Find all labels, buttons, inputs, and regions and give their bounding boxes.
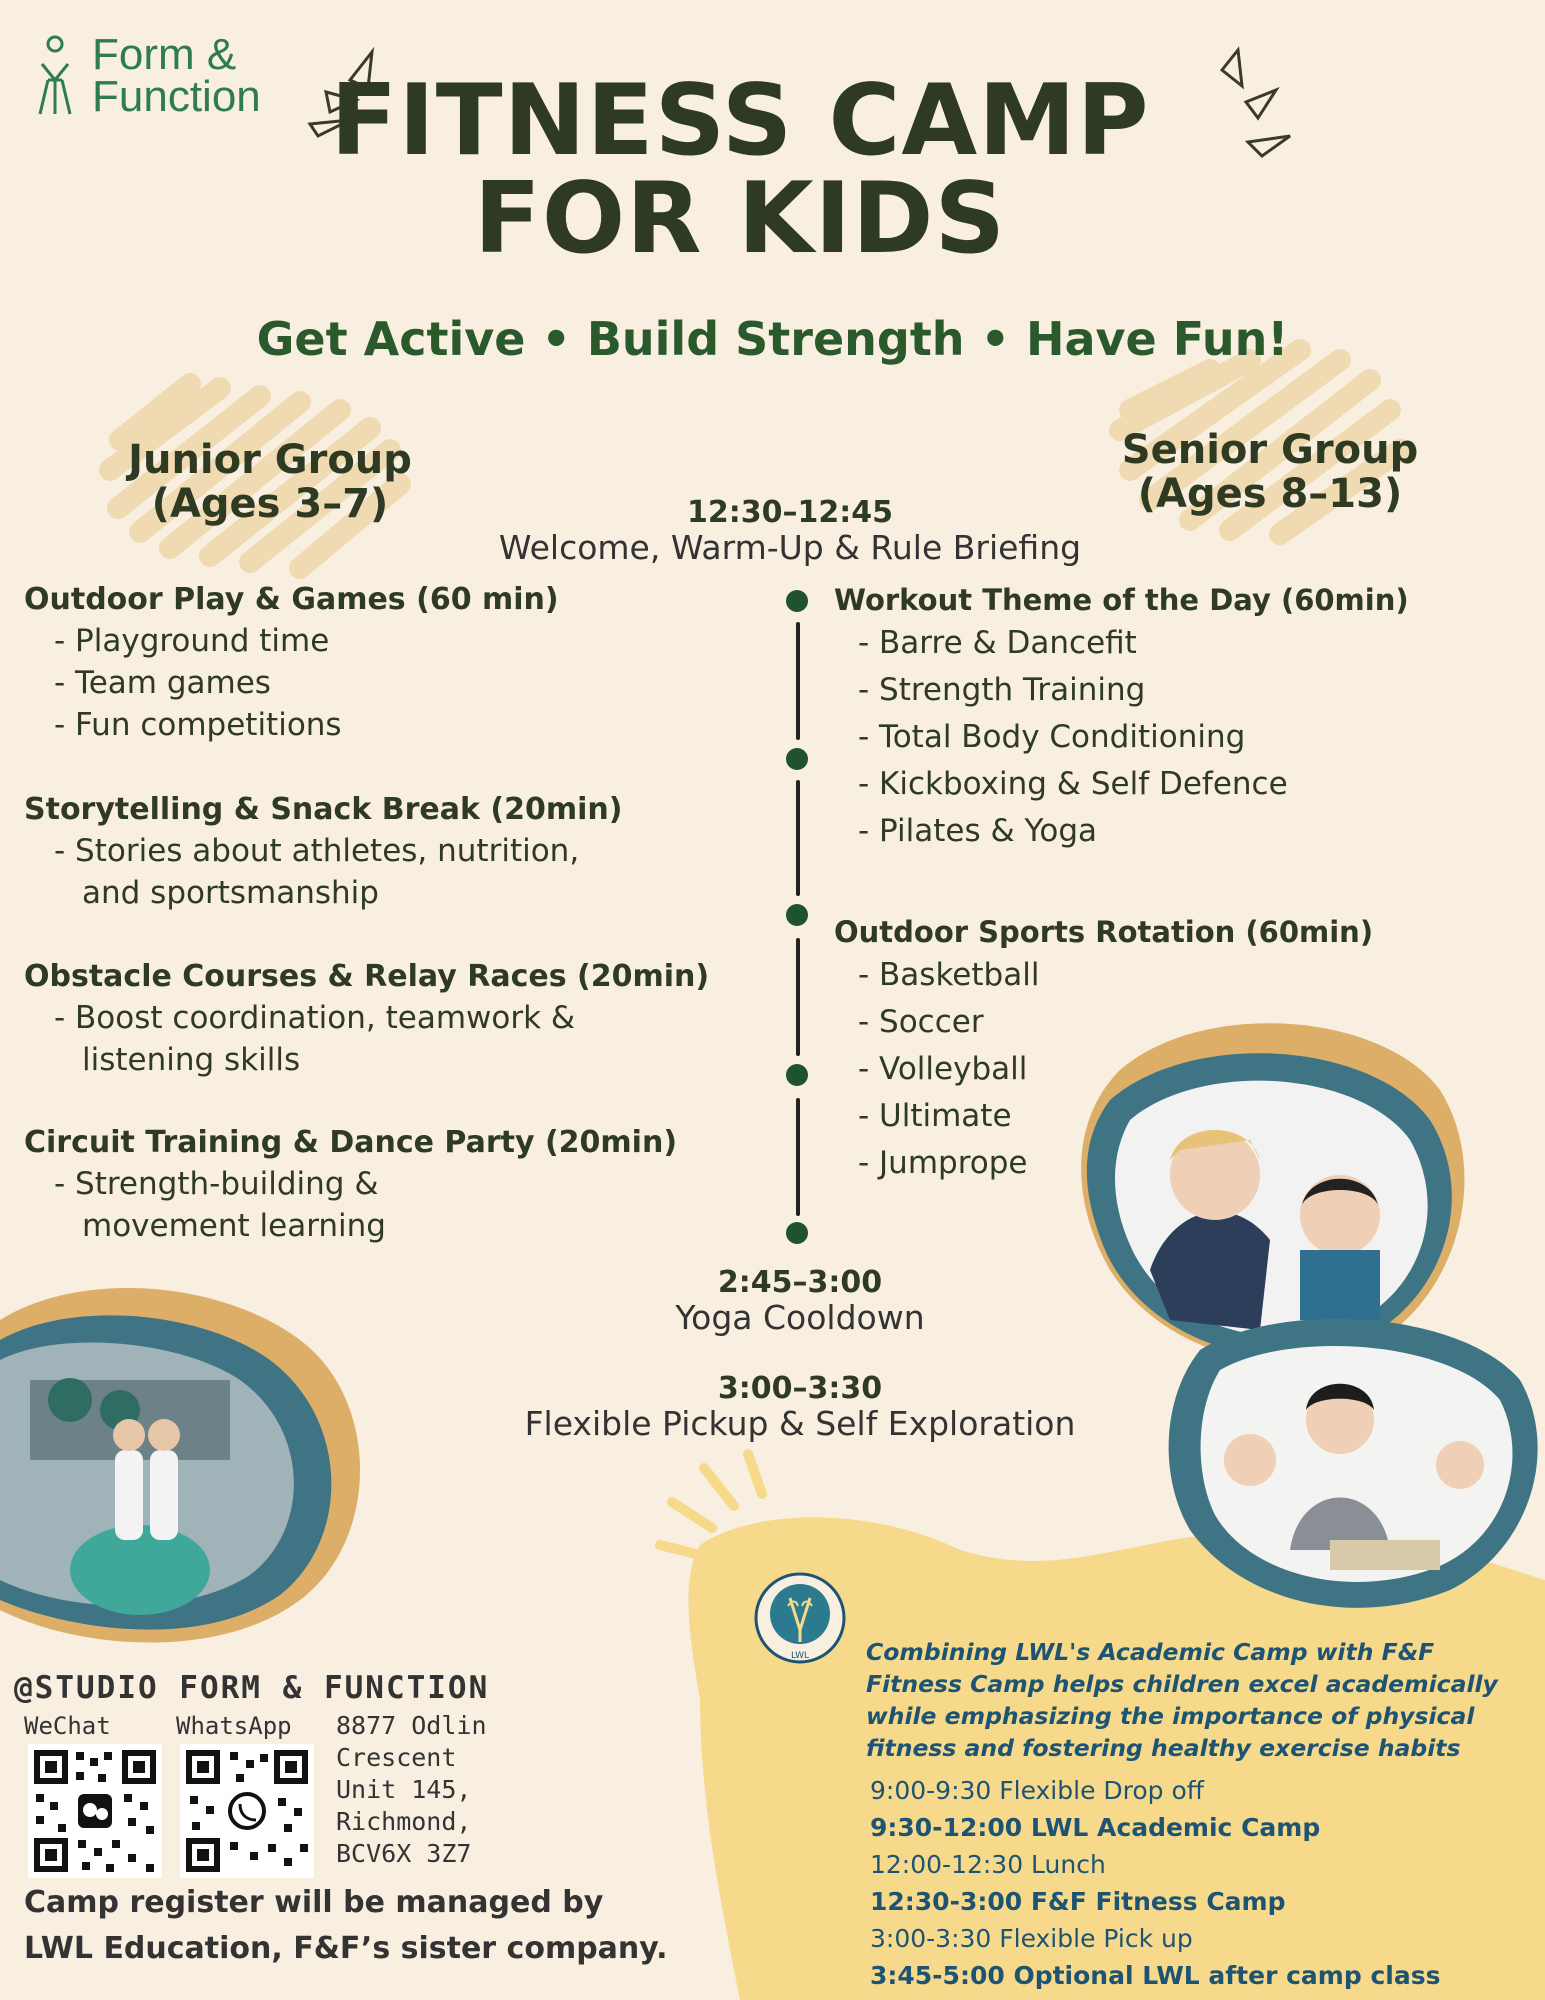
title-line2: FOR KIDS [473,162,1007,276]
junior-group-heading [110,438,430,526]
activity-title: Outdoor Play & Games (60 min) [24,582,559,617]
activity-title: Obstacle Courses & Relay Races (20min) [24,959,710,994]
lwl-logo-text: LWL [790,1651,810,1661]
lwl-logo-icon [752,1570,848,1666]
brand [34,30,304,124]
activity-item: - Volleyball [858,1051,1028,1087]
welcome-time: 12:30–12:45 [687,495,893,530]
page-title [300,64,1180,276]
timeline-line [796,938,800,1056]
wechat-qr-code[interactable] [28,1744,162,1878]
junior-activity-1 [24,580,559,746]
activity-item: - Boost coordination, teamwork & [54,1000,576,1036]
pickup-block [440,1372,1160,1442]
junior-group-ages: (Ages 3–7) [151,481,389,527]
welcome-block [400,496,1180,566]
activity-title: Storytelling & Snack Break (20min) [24,792,623,827]
pickup-desc: Flexible Pickup & Self Exploration [524,1404,1076,1443]
address-line: Unit 145, [336,1775,472,1804]
timeline-dot [786,904,808,926]
activity-item: - Soccer [858,1004,984,1040]
schedule-row: 9:30-12:00 LWL Academic Camp [870,1813,1321,1842]
activity-item-cont: and sportsmanship [82,875,379,911]
activity-item: - Fun competitions [54,707,342,743]
timeline-dot [786,1064,808,1086]
register-note [24,1880,667,1972]
whatsapp-qr-code[interactable] [180,1744,314,1878]
timeline-line [796,1098,800,1216]
timeline-line [796,780,800,896]
brand-name [92,30,261,121]
junior-activity-2 [24,790,622,914]
activity-title: Outdoor Sports Rotation (60min) [834,915,1374,949]
activity-item: - Ultimate [858,1098,1012,1134]
activity-item: - Kickboxing & Self Defence [858,766,1288,802]
activity-item: - Barre & Dancefit [858,625,1137,661]
brand-name-line2: Function [92,72,261,121]
senior-group-ages: (Ages 8–13) [1137,471,1403,517]
activity-item-cont: movement learning [82,1208,386,1244]
qr-code-icon [180,1744,314,1878]
schedule-row: 3:45-5:00 Optional LWL after camp class [870,1961,1441,1990]
timeline-dot [786,590,808,612]
activity-title: Workout Theme of the Day (60min) [834,583,1409,617]
kids-exercise-ball-photo [0,1280,380,1650]
yoga-time: 2:45–3:00 [717,1265,883,1300]
schedule-row: 12:30-3:00 F&F Fitness Camp [870,1887,1286,1916]
activity-item: - Stories about athletes, nutrition, [54,833,580,869]
schedule-row: 9:00-9:30 Flexible Drop off [870,1776,1205,1805]
welcome-desc: Welcome, Warm-Up & Rule Briefing [498,528,1082,567]
activity-item: - Strength Training [858,672,1146,708]
register-line1: Camp register will be managed by [24,1885,604,1920]
activity-item-cont: listening skills [82,1042,301,1078]
address-line: BCV6X 3Z7 [336,1839,472,1868]
schedule-row: 12:00-12:30 Lunch [870,1850,1106,1879]
activity-item: - Jumprope [858,1145,1028,1181]
timeline-line [796,622,800,740]
junior-group-name: Junior Group [128,437,412,483]
junior-activity-3 [24,957,709,1081]
address-line: 8877 Odlin [336,1711,487,1740]
studio-address [336,1710,487,1870]
pickup-time: 3:00–3:30 [717,1371,883,1406]
day-schedule [870,1772,1530,1994]
address-line: Crescent [336,1743,457,1772]
qr-code-icon [28,1744,162,1878]
form-function-logo-icon [34,34,76,116]
activity-item: - Team games [54,665,271,701]
activity-item: - Total Body Conditioning [858,719,1246,755]
title-spark-right [1222,50,1290,156]
activity-item: - Strength-building & [54,1166,379,1202]
yoga-desc: Yoga Cooldown [675,1298,925,1337]
address-line: Richmond, [336,1807,472,1836]
wechat-label: WeChat [24,1712,111,1740]
activity-title: Circuit Training & Dance Party (20min) [24,1125,678,1160]
register-line2: LWL Education, F&F’s sister company. [24,1931,668,1966]
activity-item: - Basketball [858,957,1040,993]
title-line1: FITNESS CAMP [330,64,1150,178]
combine-description: Combining LWL's Academic Camp with F&F Fitness Camp helps children excel academically while emphasizing the importance of physical fitness and fostering healthy exercise habits [866,1638,1498,1762]
studio-handle: @STUDIO FORM & FUNCTION [14,1670,490,1706]
whatsapp-label: WhatsApp [176,1712,292,1740]
teacher-reading-photo [1160,1310,1545,1610]
junior-activity-4 [24,1123,677,1247]
timeline-dot [786,1222,808,1244]
tagline: Get Active • Build Strength • Have Fun! [256,312,1289,366]
senior-group-name: Senior Group [1121,427,1419,473]
timeline-dot [786,748,808,770]
brand-name-line1: Form & [92,30,237,79]
activity-item: - Playground time [54,623,330,659]
activity-item: - Pilates & Yoga [858,813,1097,849]
schedule-row: 3:00-3:30 Flexible Pick up [870,1924,1193,1953]
senior-activity-1 [834,580,1409,855]
yoga-block [500,1266,1100,1336]
